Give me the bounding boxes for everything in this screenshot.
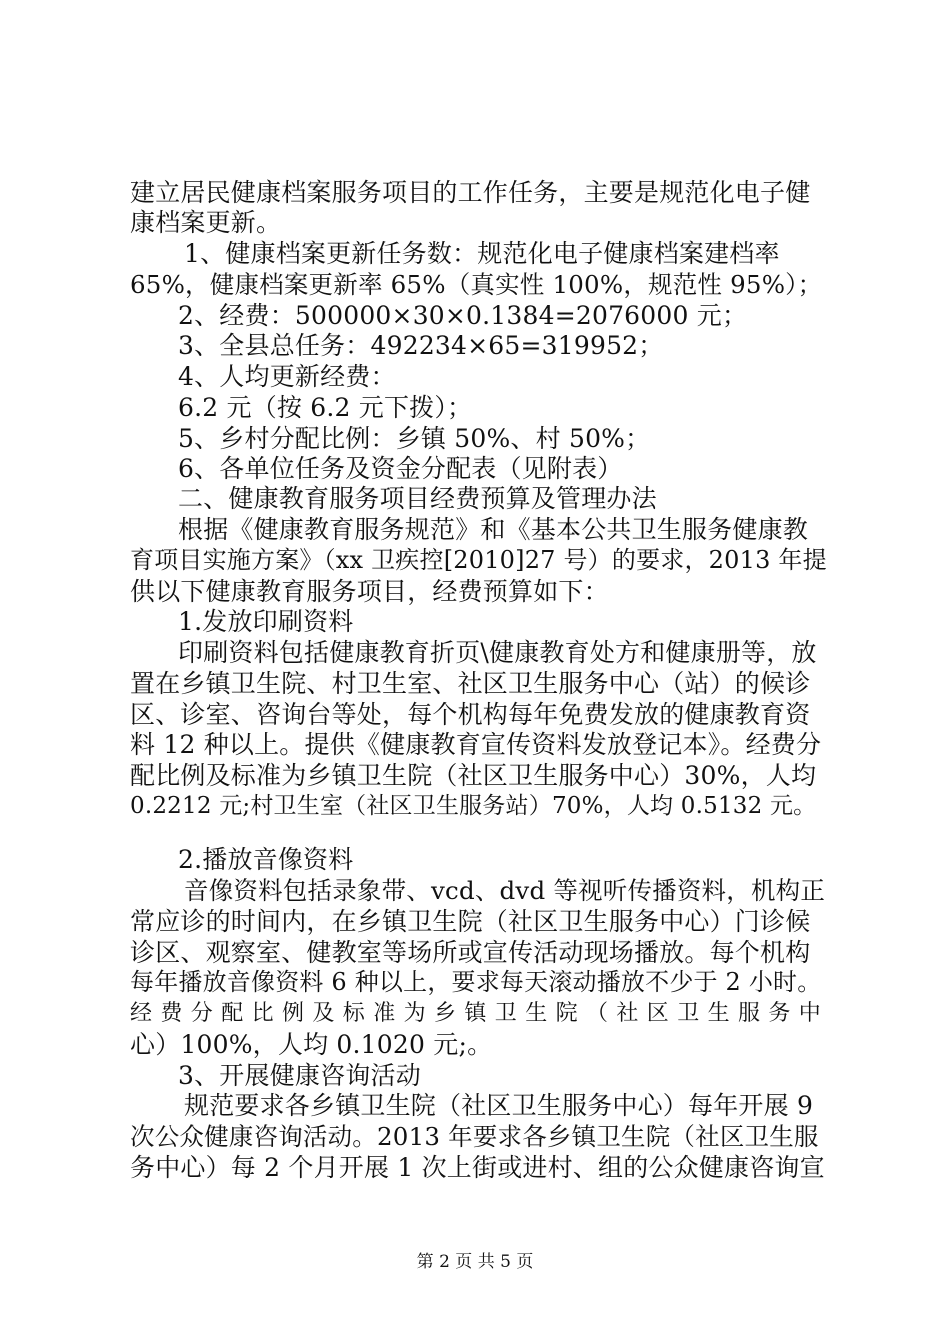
- subsection-heading: 2.播放音像资料: [178, 845, 354, 874]
- text-line: 2、经费：500000×30×0.1384=2076000 元；: [178, 301, 748, 330]
- text-line: 育项目实施方案》（xx 卫疾控[2010]27 号）的要求，2013 年提: [130, 546, 827, 574]
- text-line: 6、各单位任务及资金分配表（见附表）: [178, 454, 623, 483]
- text-line: 区、诊室、咨询台等处，每个机构每年免费发放的健康教育资: [130, 700, 811, 729]
- text-line: 常应诊的时间内，在乡镇卫生院（社区卫生服务中心）门诊候: [130, 907, 811, 936]
- section-heading: 二、健康教育服务项目经费预算及管理办法: [178, 484, 657, 513]
- text-line: 诊区、观察室、健教室等场所或宣传活动现场播放。每个机构: [130, 938, 811, 967]
- text-line: 印刷资料包括健康教育折页\健康教育处方和健康册等，放: [178, 638, 817, 667]
- text-line: 5、乡村分配比例：乡镇 50%、村 50%；: [178, 424, 651, 453]
- text-line: 务中心）每 2 个月开展 1 次上街或进村、组的公众健康咨询宣: [130, 1153, 825, 1182]
- text-line: 康档案更新。: [130, 208, 282, 237]
- text-line: 65%，健康档案更新率 65%（真实性 100%，规范性 95%）；: [130, 270, 823, 299]
- text-line: 规范要求各乡镇卫生院（社区卫生服务中心）每年开展 9: [184, 1091, 814, 1120]
- subsection-heading: 3、开展健康咨询活动: [178, 1061, 421, 1090]
- text-line: 建立居民健康档案服务项目的工作任务，主要是规范化电子健: [130, 178, 811, 207]
- page-footer: 第 2 页 共 5 页: [416, 1252, 534, 1272]
- text-line: 料 12 种以上。提供《健康教育宣传资料发放登记本》。经费分: [130, 730, 822, 759]
- text-line: 次公众健康咨询活动。2013 年要求各乡镇卫生院（社区卫生服: [130, 1122, 819, 1151]
- text-line: 配比例及标准为乡镇卫生院（社区卫生服务中心）30%，人均: [130, 761, 817, 790]
- text-line: 4、人均更新经费：: [178, 362, 396, 391]
- text-line: 置在乡镇卫生院、村卫生室、社区卫生服务中心（站）的候诊: [130, 669, 811, 698]
- text-line: 6.2 元（按 6.2 元下拨）；: [178, 393, 473, 422]
- text-line: 音像资料包括录象带、vcd、dvd 等视听传播资料，机构正: [184, 876, 826, 905]
- text-line: 心）100%，人均 0.1020 元;。: [130, 1030, 493, 1059]
- subsection-heading: 1.发放印刷资料: [178, 607, 354, 636]
- text-line: 每年播放音像资料 6 种以上，要求每天滚动播放不少于 2 小时。: [130, 968, 822, 996]
- text-line: 1、健康档案更新任务数：规范化电子健康档案建档率: [184, 239, 780, 268]
- text-line: 根据《健康教育服务规范》和《基本公共卫生服务健康教: [178, 515, 809, 544]
- text-line: 供以下健康教育服务项目，经费预算如下：: [130, 577, 609, 606]
- text-line: 经费分配比例及标准为乡镇卫生院（社区卫生服务中: [130, 1001, 830, 1026]
- text-line: 3、全县总任务：492234×65=319952；: [178, 331, 664, 360]
- text-line: 0.2212 元;村卫生室（社区卫生服务站）70%，人均 0.5132 元。: [130, 793, 817, 819]
